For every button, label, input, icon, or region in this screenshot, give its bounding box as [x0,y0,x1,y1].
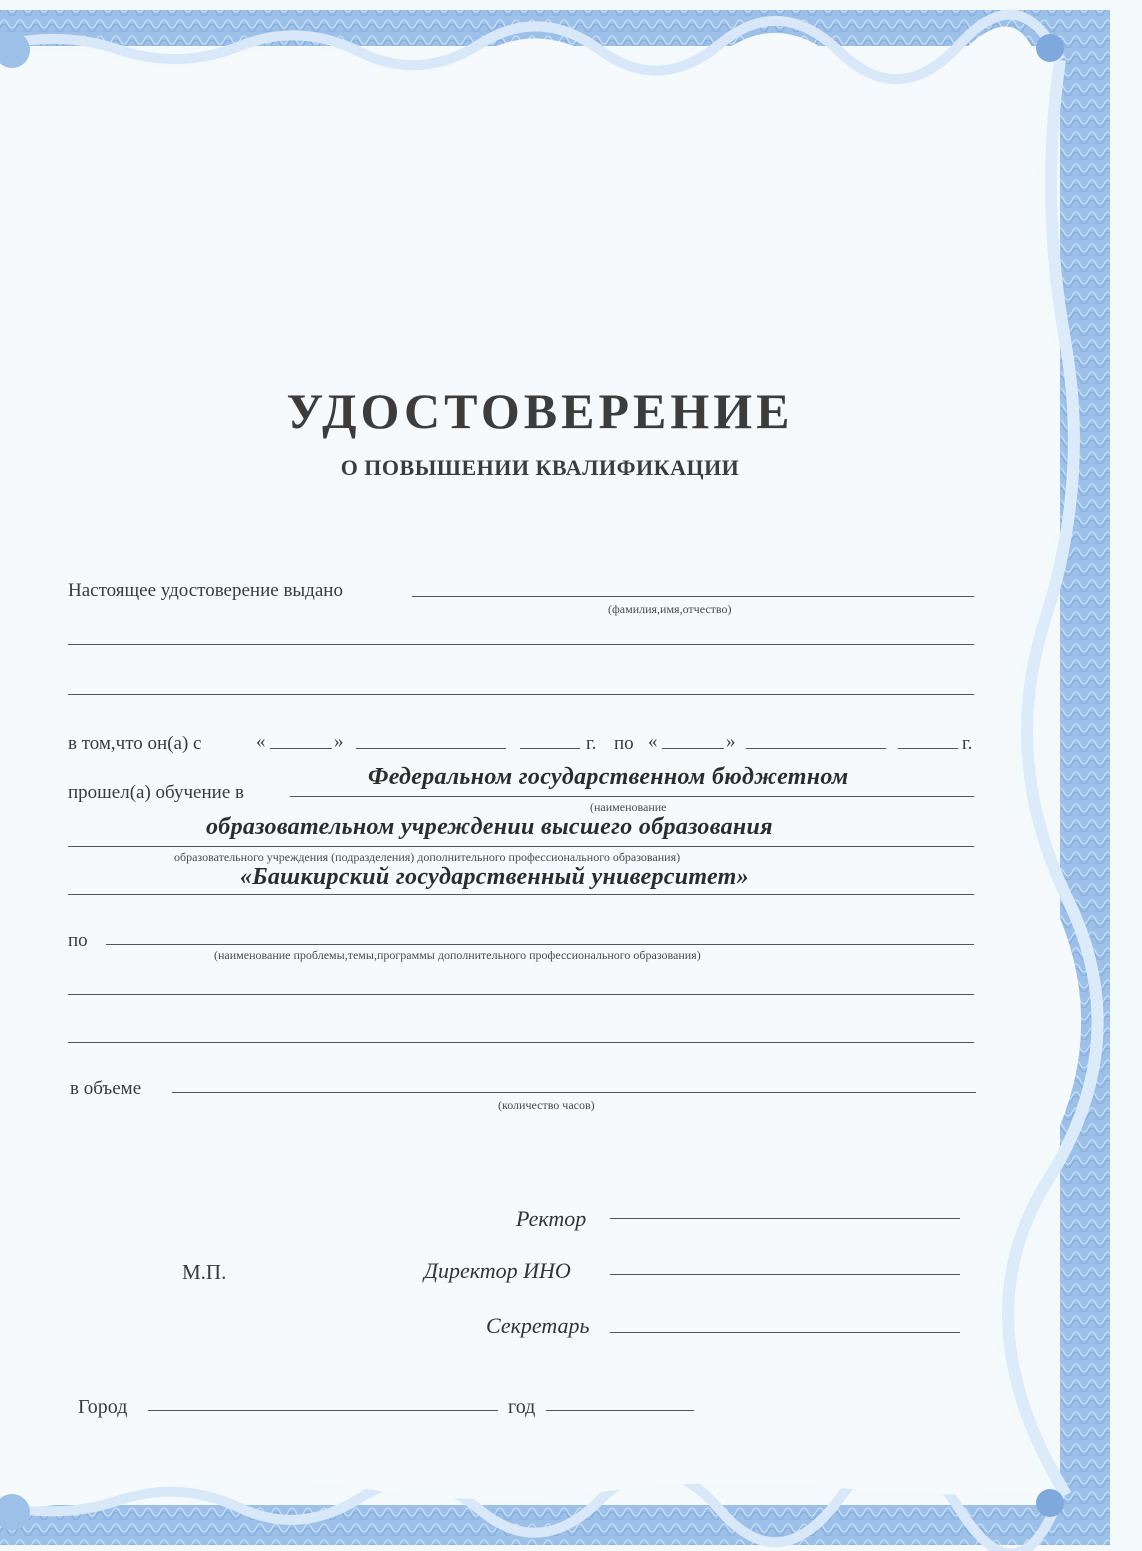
institution-name-line-1: Федеральном государственном бюджетном [368,764,849,790]
to-label: по [614,733,634,754]
year-label-2: г. [962,733,973,754]
volume-hint: (количество часов) [498,1098,595,1112]
program-line-3 [68,1042,974,1043]
quote-close-1: » [334,731,344,752]
secretary-label: Секретарь [486,1313,590,1338]
year-label: год [508,1396,536,1418]
quote-open-2: « [648,731,658,752]
end-year-line [898,748,958,749]
director-signature-line [610,1274,960,1275]
program-label: по [68,930,88,951]
start-day-line [270,748,332,749]
document-title: УДОСТОВЕРЕНИЕ [286,383,794,439]
institution-line-2 [68,846,974,847]
issued-to-label: Настоящее удостоверение выдано [68,580,343,601]
city-line [148,1410,498,1411]
institution-line-3 [68,894,974,895]
rector-signature-line [610,1218,960,1219]
issued-to-line [412,596,974,597]
secretary-signature-line [610,1332,960,1333]
start-year-line [520,748,580,749]
institution-line-1 [290,796,974,797]
document-subtitle: О ПОВЫШЕНИИ КВАЛИФИКАЦИИ [340,455,740,480]
studied-label: прошел(а) обучение в [68,782,244,803]
end-month-line [746,748,886,749]
in-that-label: в том,что он(а) с [68,733,202,754]
year-label-1: г. [586,733,597,754]
stamp-label: М.П. [182,1260,227,1284]
institution-hint-2: образовательного учреждения (подразделения) дополнительного профессионального образования) [174,850,681,864]
quote-open-1: « [256,731,266,752]
start-month-line [356,748,506,749]
volume-label: в объеме [70,1078,142,1099]
quote-close-2: » [726,731,736,752]
issued-to-line-3 [68,694,974,695]
volume-line [172,1092,976,1093]
program-line-2 [68,994,974,995]
program-line-1 [106,944,974,945]
city-label: Город [78,1396,128,1418]
rector-label: Ректор [516,1206,587,1231]
institution-name-line-2: образовательном учреждении высшего образования [206,814,773,840]
issued-to-hint: (фамилия,имя,отчество) [608,602,732,616]
director-label: Директор ИНО [424,1258,571,1283]
issued-to-line-2 [68,644,974,645]
end-day-line [662,748,724,749]
year-line [546,1410,694,1411]
institution-name-line-3: «Башкирский государственный университет» [240,864,749,890]
institution-hint-1: (наименование [590,800,667,814]
program-hint: (наименование проблемы,темы,программы дополнительного профессионального образования) [214,948,701,962]
